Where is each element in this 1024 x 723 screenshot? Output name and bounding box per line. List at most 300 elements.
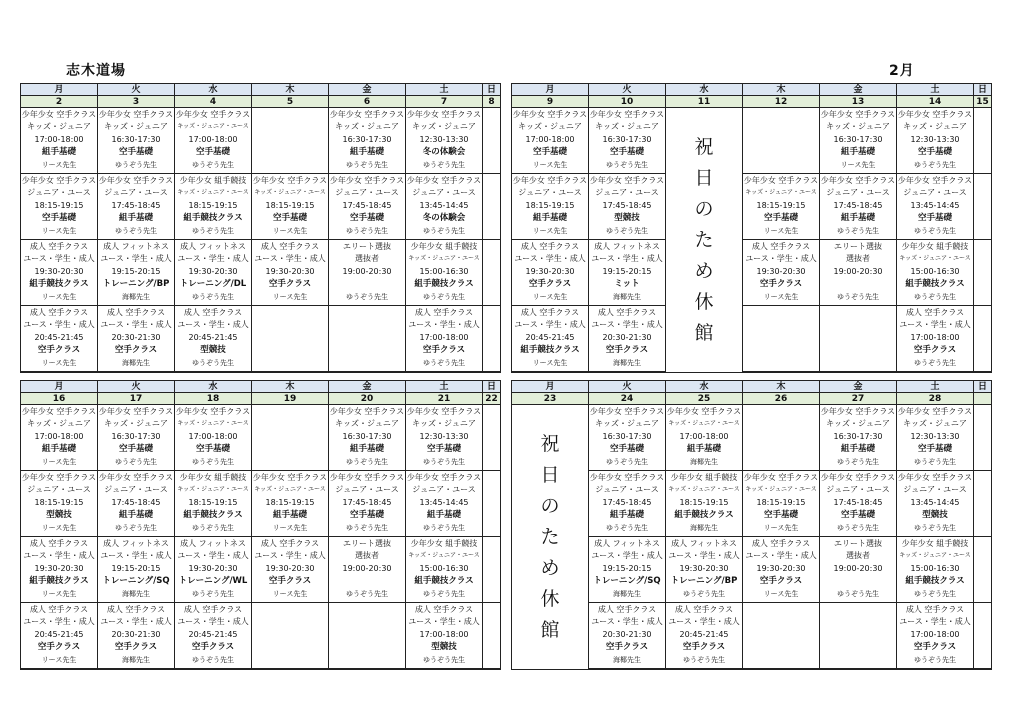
class-category: 成人 空手クラス bbox=[183, 308, 243, 317]
class-slot bbox=[329, 405, 406, 471]
class-name: 空手基礎 bbox=[272, 213, 307, 224]
class-time: 13:45-14:45 bbox=[910, 497, 960, 507]
day-header bbox=[820, 84, 897, 108]
day-header bbox=[98, 84, 175, 108]
class-time: 15:00-16:30 bbox=[910, 266, 960, 276]
class-time: 17:00-18:00 bbox=[34, 134, 84, 144]
date-label: 9 bbox=[512, 96, 588, 108]
class-category: エリート選抜 bbox=[834, 242, 882, 251]
week-header bbox=[20, 83, 501, 107]
class-teacher: ゆうぞう先生 bbox=[346, 523, 388, 532]
empty-slot bbox=[974, 537, 991, 603]
class-time: 20:30-21:30 bbox=[602, 629, 652, 639]
date-label: 3 bbox=[98, 96, 174, 108]
class-teacher: リース先生 bbox=[763, 226, 799, 235]
class-slot bbox=[897, 108, 974, 174]
class-name: 組手競技クラス bbox=[29, 279, 89, 290]
class-name: 組手基礎 bbox=[41, 147, 76, 158]
class-time: 19:30-20:30 bbox=[265, 266, 315, 276]
class-teacher: ゆうぞう先生 bbox=[914, 457, 956, 466]
class-time: 18:15-19:15 bbox=[265, 200, 315, 210]
closed-char: た bbox=[540, 525, 560, 548]
class-teacher: リース先生 bbox=[763, 292, 799, 301]
class-name: 組手基礎 bbox=[686, 444, 721, 455]
class-name: 空手基礎 bbox=[349, 213, 384, 224]
class-time: 15:00-16:30 bbox=[910, 563, 960, 573]
class-slot bbox=[666, 537, 743, 603]
class-teacher: ゆうぞう先生 bbox=[423, 655, 465, 664]
class-teacher: ゆうぞう先生 bbox=[346, 292, 388, 301]
class-name: 空手基礎 bbox=[763, 510, 798, 521]
class-slot bbox=[175, 537, 252, 603]
class-category: 少年少女 空手クラス bbox=[743, 176, 819, 185]
class-name: 空手クラス bbox=[913, 345, 957, 356]
class-category: 成人 空手クラス bbox=[29, 308, 89, 317]
class-name: 空手クラス bbox=[422, 345, 466, 356]
class-level: ユース・学生・成人 bbox=[899, 617, 971, 627]
date-label: 25 bbox=[666, 393, 742, 405]
day-header bbox=[512, 84, 589, 108]
date-label: 16 bbox=[21, 393, 97, 405]
class-category: 成人 空手クラス bbox=[106, 308, 166, 317]
class-teacher: ゆうぞう先生 bbox=[683, 589, 725, 598]
date-label: 2 bbox=[21, 96, 97, 108]
class-teacher: 海椰先生 bbox=[613, 358, 641, 367]
class-teacher: ゆうぞう先生 bbox=[115, 160, 157, 169]
class-level: キッズ・ジュニア・ユース bbox=[254, 189, 326, 197]
class-time: 20:45-21:45 bbox=[188, 629, 238, 639]
class-slot bbox=[98, 240, 175, 306]
class-name: 空手クラス bbox=[37, 345, 81, 356]
class-category: 少年少女 空手クラス bbox=[820, 176, 896, 185]
class-time: 19:00-20:30 bbox=[833, 563, 883, 573]
class-level: ユース・学生・成人 bbox=[100, 551, 172, 561]
class-slot bbox=[589, 174, 666, 240]
class-teacher: リース先生 bbox=[41, 226, 77, 235]
class-teacher: ゆうぞう先生 bbox=[837, 226, 879, 235]
class-time: 17:00-18:00 bbox=[419, 332, 469, 342]
empty-slot bbox=[252, 108, 329, 174]
class-name: トレーニング/DL bbox=[179, 279, 247, 290]
class-name bbox=[329, 575, 405, 587]
class-teacher: 海椰先生 bbox=[122, 655, 150, 664]
class-teacher: ゆうぞう先生 bbox=[606, 226, 648, 235]
class-slot bbox=[406, 471, 483, 537]
weekday-label: 木 bbox=[252, 381, 328, 393]
class-time: 19:30-20:30 bbox=[679, 563, 729, 573]
class-name: 組手基礎 bbox=[840, 147, 875, 158]
weekday-label: 月 bbox=[512, 381, 588, 393]
date-label: 15 bbox=[974, 96, 991, 108]
empty-slot bbox=[820, 306, 897, 372]
date-label: 23 bbox=[512, 393, 588, 405]
week-table bbox=[20, 83, 501, 373]
class-slot bbox=[512, 240, 589, 306]
class-slot bbox=[98, 405, 175, 471]
day-header bbox=[897, 381, 974, 405]
class-time: 17:45-18:45 bbox=[342, 200, 392, 210]
class-category: 少年少女 組手競技 bbox=[901, 539, 969, 548]
class-level: ユース・学生・成人 bbox=[591, 617, 663, 627]
class-name: 空手クラス bbox=[605, 345, 649, 356]
class-slot bbox=[175, 108, 252, 174]
class-time: 20:30-21:30 bbox=[111, 629, 161, 639]
weekday-label: 火 bbox=[98, 381, 174, 393]
class-category: 成人 空手クラス bbox=[597, 605, 657, 614]
class-category: エリート選抜 bbox=[343, 242, 391, 251]
class-level: キッズ・ジュニア・ユース bbox=[899, 552, 971, 560]
date-label: 24 bbox=[589, 393, 665, 405]
date-label: 19 bbox=[252, 393, 328, 405]
class-time: 19:30-20:30 bbox=[756, 563, 806, 573]
class-level: キッズ・ジュニア bbox=[518, 122, 582, 132]
class-time: 17:00-18:00 bbox=[419, 629, 469, 639]
class-time: 19:30-20:30 bbox=[34, 266, 84, 276]
class-slot bbox=[329, 537, 406, 603]
class-level: ジュニア・ユース bbox=[903, 485, 967, 495]
class-name: 組手基礎 bbox=[426, 510, 461, 521]
class-teacher: リース先生 bbox=[41, 160, 77, 169]
class-level: ユース・学生・成人 bbox=[100, 254, 172, 264]
day-header bbox=[21, 381, 98, 405]
class-name: 組手基礎 bbox=[118, 510, 153, 521]
empty-slot bbox=[974, 603, 991, 669]
class-category: 成人 空手クラス bbox=[520, 308, 580, 317]
class-name: 冬の体験会 bbox=[422, 213, 466, 224]
class-time: 20:45-21:45 bbox=[34, 629, 84, 639]
week-body bbox=[20, 404, 501, 670]
class-category: 成人 空手クラス bbox=[751, 242, 811, 251]
day-header bbox=[252, 381, 329, 405]
class-category: 少年少女 空手クラス bbox=[743, 473, 819, 482]
class-time: 18:15-19:15 bbox=[34, 200, 84, 210]
class-level: ジュニア・ユース bbox=[826, 188, 890, 198]
class-level: ユース・学生・成人 bbox=[177, 254, 249, 264]
class-category: 成人 フィットネス bbox=[103, 539, 169, 548]
class-level: キッズ・ジュニア bbox=[826, 419, 890, 429]
dojo-name: 志木道場 bbox=[66, 63, 126, 79]
class-teacher: ゆうぞう先生 bbox=[192, 358, 234, 367]
class-name: 空手クラス bbox=[528, 279, 572, 290]
class-category: 成人 フィットネス bbox=[594, 242, 660, 251]
class-teacher: ゆうぞう先生 bbox=[423, 358, 465, 367]
class-slot bbox=[589, 108, 666, 174]
class-slot bbox=[666, 471, 743, 537]
class-category: 少年少女 組手競技 bbox=[410, 539, 478, 548]
class-time: 17:00-18:00 bbox=[910, 332, 960, 342]
class-name: 空手クラス bbox=[37, 642, 81, 653]
class-slot bbox=[21, 108, 98, 174]
class-category: 少年少女 空手クラス bbox=[820, 110, 896, 119]
date-label: 7 bbox=[406, 96, 482, 108]
day-header bbox=[820, 381, 897, 405]
class-name: 空手基礎 bbox=[195, 444, 230, 455]
class-category: 成人 空手クラス bbox=[414, 308, 474, 317]
closed-char: 館 bbox=[540, 618, 560, 641]
day-header bbox=[743, 84, 820, 108]
class-category: 少年少女 組手競技 bbox=[179, 176, 247, 185]
class-time: 18:15-19:15 bbox=[188, 200, 238, 210]
class-teacher: ゆうぞう先生 bbox=[423, 160, 465, 169]
class-name: 空手基礎 bbox=[609, 147, 644, 158]
class-slot bbox=[329, 471, 406, 537]
weekday-label: 土 bbox=[406, 381, 482, 393]
class-time: 19:30-20:30 bbox=[188, 563, 238, 573]
class-slot bbox=[252, 471, 329, 537]
class-category: 少年少女 空手クラス bbox=[252, 473, 328, 482]
class-time: 12:30-13:30 bbox=[419, 431, 469, 441]
class-category: 少年少女 空手クラス bbox=[21, 176, 97, 185]
class-teacher: ゆうぞう先生 bbox=[837, 457, 879, 466]
weekday-label: 日 bbox=[483, 84, 500, 96]
class-slot bbox=[820, 240, 897, 306]
week-header bbox=[511, 380, 992, 404]
class-teacher: リース先生 bbox=[272, 523, 308, 532]
class-level: ジュニア・ユース bbox=[518, 188, 582, 198]
class-name: 組手競技クラス bbox=[414, 576, 474, 587]
class-time: 15:00-16:30 bbox=[419, 563, 469, 573]
class-teacher: ゆうぞう先生 bbox=[115, 523, 157, 532]
closed-char: の bbox=[694, 197, 714, 220]
class-level: 選抜者 bbox=[846, 254, 870, 264]
class-category: 少年少女 空手クラス bbox=[175, 407, 251, 416]
class-level: ジュニア・ユース bbox=[335, 485, 399, 495]
class-time: 17:00-18:00 bbox=[188, 134, 238, 144]
class-level: キッズ・ジュニア・ユース bbox=[177, 123, 249, 131]
class-slot bbox=[406, 240, 483, 306]
class-time: 17:00-18:00 bbox=[910, 629, 960, 639]
class-level: キッズ・ジュニア・ユース bbox=[745, 189, 817, 197]
class-slot bbox=[820, 471, 897, 537]
class-slot bbox=[897, 405, 974, 471]
empty-slot bbox=[820, 603, 897, 669]
class-category: 少年少女 空手クラス bbox=[98, 176, 174, 185]
class-name: 組手競技クラス bbox=[183, 213, 243, 224]
class-teacher: ゆうぞう先生 bbox=[423, 457, 465, 466]
class-teacher: リース先生 bbox=[532, 226, 568, 235]
class-slot bbox=[589, 306, 666, 372]
weekday-label: 土 bbox=[897, 84, 973, 96]
class-name bbox=[820, 278, 896, 290]
class-teacher: ゆうぞう先生 bbox=[192, 292, 234, 301]
day-header bbox=[974, 381, 991, 405]
class-level: ユース・学生・成人 bbox=[23, 320, 95, 330]
class-time: 17:00-18:00 bbox=[525, 134, 575, 144]
class-level: ジュニア・ユース bbox=[412, 188, 476, 198]
class-teacher: ゆうぞう先生 bbox=[192, 226, 234, 235]
weekday-label: 木 bbox=[252, 84, 328, 96]
class-time: 12:30-13:30 bbox=[910, 431, 960, 441]
class-category: 成人 空手クラス bbox=[29, 605, 89, 614]
empty-slot bbox=[974, 108, 991, 174]
weekday-label: 木 bbox=[743, 381, 819, 393]
class-name: トレーニング/BP bbox=[102, 279, 170, 290]
class-level: ジュニア・ユース bbox=[27, 188, 91, 198]
class-time: 20:30-21:30 bbox=[111, 332, 161, 342]
class-category: 少年少女 空手クラス bbox=[252, 176, 328, 185]
date-label: 22 bbox=[483, 393, 500, 405]
class-level: キッズ・ジュニア bbox=[595, 122, 659, 132]
class-slot bbox=[252, 174, 329, 240]
class-slot bbox=[21, 306, 98, 372]
class-category: 成人 フィットネス bbox=[180, 242, 246, 251]
class-teacher: ゆうぞう先生 bbox=[346, 226, 388, 235]
empty-slot bbox=[252, 603, 329, 669]
class-time: 17:00-18:00 bbox=[34, 431, 84, 441]
class-teacher: リース先生 bbox=[840, 160, 876, 169]
weekday-label: 金 bbox=[329, 84, 405, 96]
class-teacher: リース先生 bbox=[532, 358, 568, 367]
class-category: 少年少女 空手クラス bbox=[406, 110, 482, 119]
class-level: ジュニア・ユース bbox=[595, 188, 659, 198]
class-name: 空手クラス bbox=[268, 279, 312, 290]
class-level: ユース・学生・成人 bbox=[514, 254, 586, 264]
class-teacher: ゆうぞう先生 bbox=[914, 226, 956, 235]
class-name: 空手クラス bbox=[913, 642, 957, 653]
class-slot bbox=[98, 306, 175, 372]
class-category: 成人 空手クラス bbox=[260, 539, 320, 548]
class-level: ユース・学生・成人 bbox=[591, 320, 663, 330]
class-slot bbox=[512, 108, 589, 174]
class-level: ジュニア・ユース bbox=[335, 188, 399, 198]
class-slot bbox=[98, 537, 175, 603]
class-slot bbox=[406, 603, 483, 669]
class-level: キッズ・ジュニア・ユース bbox=[745, 486, 817, 494]
class-level: キッズ・ジュニア・ユース bbox=[668, 486, 740, 494]
weekday-label: 月 bbox=[21, 84, 97, 96]
class-teacher: ゆうぞう先生 bbox=[115, 457, 157, 466]
class-time: 19:30-20:30 bbox=[34, 563, 84, 573]
class-name: 組手基礎 bbox=[840, 444, 875, 455]
class-slot bbox=[743, 537, 820, 603]
class-name: 空手クラス bbox=[759, 279, 803, 290]
weekday-label: 火 bbox=[98, 84, 174, 96]
class-level: ユース・学生・成人 bbox=[408, 617, 480, 627]
class-teacher: ゆうぞう先生 bbox=[346, 160, 388, 169]
class-level: キッズ・ジュニア・ユース bbox=[177, 189, 249, 197]
class-teacher: 海椰先生 bbox=[690, 457, 718, 466]
class-time: 17:45-18:45 bbox=[111, 200, 161, 210]
class-time: 19:00-20:30 bbox=[342, 563, 392, 573]
class-level: キッズ・ジュニア bbox=[27, 122, 91, 132]
class-time: 12:30-13:30 bbox=[419, 134, 469, 144]
class-level: ユース・学生・成人 bbox=[177, 551, 249, 561]
class-name: 組手競技クラス bbox=[905, 279, 965, 290]
class-level: ユース・学生・成人 bbox=[23, 254, 95, 264]
class-name: 空手クラス bbox=[605, 642, 649, 653]
class-slot bbox=[21, 471, 98, 537]
class-category: 少年少女 空手クラス bbox=[589, 176, 665, 185]
weekday-label: 木 bbox=[743, 84, 819, 96]
class-slot bbox=[21, 240, 98, 306]
class-slot bbox=[329, 174, 406, 240]
class-name: 組手基礎 bbox=[609, 510, 644, 521]
class-category: 少年少女 空手クラス bbox=[329, 110, 405, 119]
class-level: ユース・学生・成人 bbox=[745, 254, 817, 264]
class-level: キッズ・ジュニア・ユース bbox=[177, 486, 249, 494]
class-teacher: ゆうぞう先生 bbox=[423, 292, 465, 301]
class-slot bbox=[897, 603, 974, 669]
weekday-label: 金 bbox=[820, 381, 896, 393]
class-name: 組手競技クラス bbox=[520, 345, 580, 356]
class-name: 空手基礎 bbox=[118, 147, 153, 158]
class-category: 少年少女 空手クラス bbox=[329, 473, 405, 482]
class-teacher: ゆうぞう先生 bbox=[914, 292, 956, 301]
class-category: 少年少女 空手クラス bbox=[329, 176, 405, 185]
date-label: 8 bbox=[483, 96, 500, 108]
class-level: ジュニア・ユース bbox=[27, 485, 91, 495]
class-teacher: リース先生 bbox=[532, 160, 568, 169]
class-teacher: ゆうぞう先生 bbox=[346, 457, 388, 466]
class-category: 少年少女 組手競技 bbox=[670, 473, 738, 482]
class-slot bbox=[21, 537, 98, 603]
class-level: ユース・学生・成人 bbox=[514, 320, 586, 330]
class-time: 17:00-18:00 bbox=[679, 431, 729, 441]
class-teacher: 海椰先生 bbox=[122, 358, 150, 367]
class-level: キッズ・ジュニア bbox=[412, 419, 476, 429]
class-category: 少年少女 空手クラス bbox=[589, 407, 665, 416]
class-time: 17:45-18:45 bbox=[342, 497, 392, 507]
closed-char: 祝 bbox=[540, 432, 560, 455]
class-teacher: リース先生 bbox=[41, 655, 77, 664]
class-level: キッズ・ジュニア bbox=[335, 122, 399, 132]
class-level: ユース・学生・成人 bbox=[591, 254, 663, 264]
date-label: 26 bbox=[743, 393, 819, 405]
class-time: 16:30-17:30 bbox=[342, 431, 392, 441]
class-time: 17:45-18:45 bbox=[833, 200, 883, 210]
class-time: 17:45-18:45 bbox=[602, 200, 652, 210]
class-time: 20:45-21:45 bbox=[679, 629, 729, 639]
class-name: 組手競技クラス bbox=[183, 510, 243, 521]
class-name: 組手基礎 bbox=[272, 510, 307, 521]
holiday-closed-notice bbox=[512, 405, 589, 669]
class-time: 19:15-20:15 bbox=[602, 563, 652, 573]
closed-char: た bbox=[694, 228, 714, 251]
class-level: キッズ・ジュニア・ユース bbox=[408, 255, 480, 263]
class-time: 18:15-19:15 bbox=[525, 200, 575, 210]
class-teacher: ゆうぞう先生 bbox=[192, 160, 234, 169]
class-category: 成人 フィットネス bbox=[103, 242, 169, 251]
class-teacher: ゆうぞう先生 bbox=[606, 523, 648, 532]
class-slot bbox=[406, 537, 483, 603]
class-name: 空手基礎 bbox=[763, 213, 798, 224]
class-name: 空手基礎 bbox=[195, 147, 230, 158]
class-category: 少年少女 空手クラス bbox=[175, 110, 251, 119]
class-name: 空手基礎 bbox=[609, 444, 644, 455]
class-category: 成人 空手クラス bbox=[751, 539, 811, 548]
class-time: 16:30-17:30 bbox=[602, 431, 652, 441]
week-body bbox=[511, 404, 992, 670]
class-name: 空手クラス bbox=[191, 642, 235, 653]
class-time: 19:30-20:30 bbox=[756, 266, 806, 276]
class-slot bbox=[252, 537, 329, 603]
week-header bbox=[511, 83, 992, 107]
class-slot bbox=[897, 174, 974, 240]
class-name: 組手基礎 bbox=[349, 444, 384, 455]
class-level: ジュニア・ユース bbox=[903, 188, 967, 198]
class-category: 少年少女 組手競技 bbox=[179, 473, 247, 482]
class-slot bbox=[897, 471, 974, 537]
class-level: キッズ・ジュニア bbox=[335, 419, 399, 429]
class-level: ユース・学生・成人 bbox=[899, 320, 971, 330]
class-name: 空手基礎 bbox=[349, 510, 384, 521]
class-category: 少年少女 空手クラス bbox=[98, 473, 174, 482]
class-time: 18:15-19:15 bbox=[756, 497, 806, 507]
class-teacher: リース先生 bbox=[41, 523, 77, 532]
class-time: 17:45-18:45 bbox=[111, 497, 161, 507]
class-name: 空手基礎 bbox=[917, 444, 952, 455]
week-table bbox=[20, 380, 501, 670]
